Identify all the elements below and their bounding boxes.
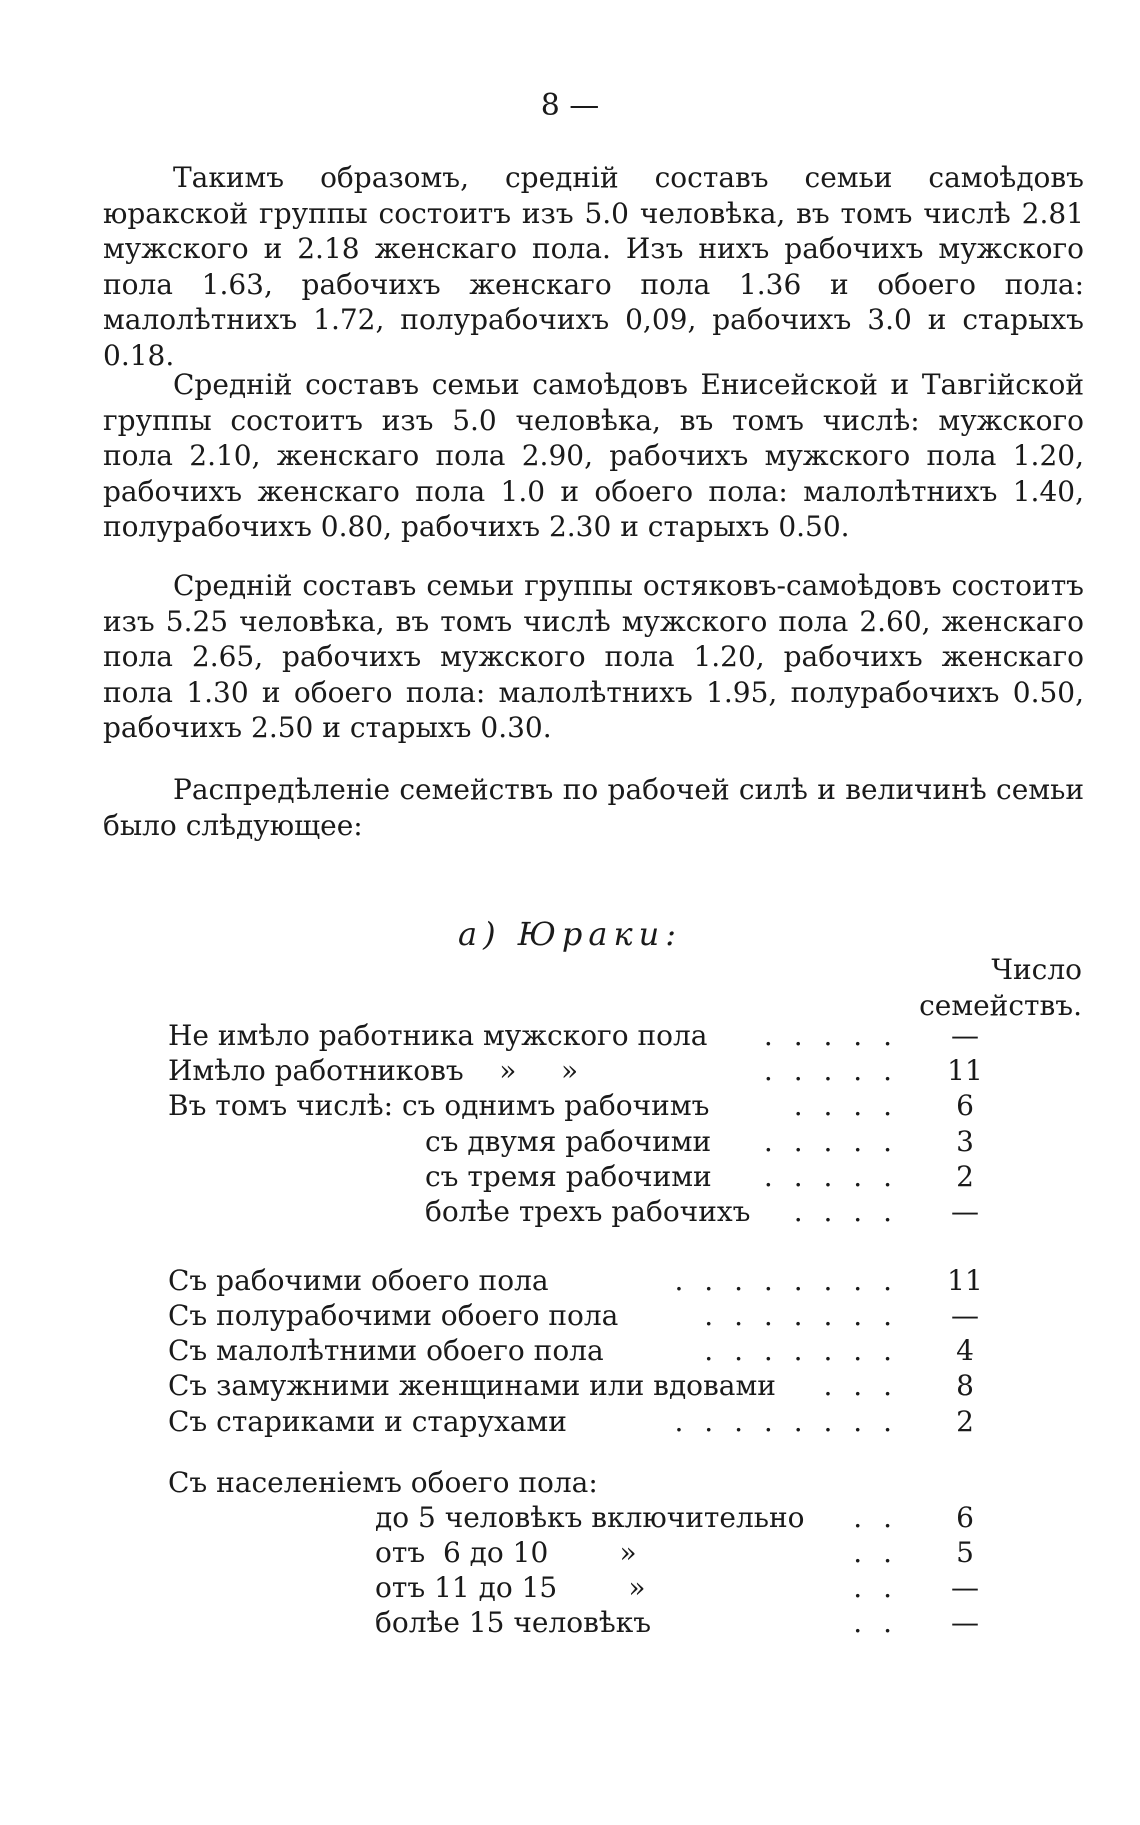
- table-row: [168, 1263, 898, 1299]
- row-value: —: [951, 1571, 979, 1604]
- row-label: болѣе 15 человѣкъ: [375, 1606, 652, 1639]
- paragraph-ostyak-summary: [103, 568, 1084, 746]
- table-row: [168, 1368, 898, 1404]
- leader-dots: . .: [853, 1571, 898, 1604]
- paragraph-text: Среднiй составъ семьи самоѣдовъ Енисейской и Тавгiйской группы состоитъ изъ 5.0 человѣка, въ томъ числѣ: мужского пола 2.10, женскаго пола 2.90, рабочихъ мужского пола 1.20, рабочихъ женскаго пола 1.0 и обоего пола: малолѣтнихъ 1.40, полурабочихъ 0.80, рабочихъ 2.30 и старыхъ 0.50.: [103, 368, 1084, 543]
- row-value: 11: [947, 1054, 983, 1087]
- paragraph-text: Такимъ образомъ, среднiй составъ семьи самоѣдовъ юракской группы состоитъ изъ 5.0 человѣка, въ томъ числѣ 2.81 мужского и 2.18 женскаго пола. Изъ нихъ рабочихъ мужского пола 1.63, рабочихъ женскаго пола 1.36 и обоего пола: малолѣтнихъ 1.72, полурабочихъ 0,09, рабочихъ 3.0 и старыхъ 0.18.: [103, 161, 1084, 372]
- leader-dots: . .: [853, 1501, 898, 1534]
- section-title: а) Юраки:: [458, 915, 682, 953]
- row-value: —: [951, 1299, 979, 1332]
- leader-dots: . . . . . . . .: [674, 1405, 898, 1438]
- row-value: 4: [956, 1334, 974, 1367]
- leader-dots: . . . . . . . .: [674, 1264, 898, 1297]
- column-header-line2: семействъ.: [919, 989, 1082, 1022]
- row-label: Въ томъ числѣ: съ однимъ рабочимъ: [168, 1089, 710, 1122]
- column-header: [882, 952, 1082, 1024]
- leader-dots: . . . . .: [763, 1125, 898, 1158]
- leader-dots: . .: [853, 1606, 898, 1639]
- row-value: 6: [956, 1089, 974, 1122]
- row-value: 11: [947, 1264, 983, 1297]
- row-value: 5: [956, 1536, 974, 1569]
- row-label: отъ 6 до 10 »: [375, 1536, 637, 1569]
- page-number: 8 —: [540, 88, 600, 123]
- leader-dots: . . . . .: [763, 1160, 898, 1193]
- table-row: [168, 1053, 898, 1089]
- table-row: [168, 1298, 898, 1334]
- leader-dots: . . . .: [793, 1195, 898, 1228]
- row-value: —: [951, 1195, 979, 1228]
- table-row: [375, 1535, 898, 1571]
- row-label: до 5 человѣкъ включительно: [375, 1501, 805, 1534]
- row-label: Съ замужними женщинами или вдовами: [168, 1369, 776, 1402]
- row-label: Съ населенiемъ обоего пола:: [168, 1466, 598, 1499]
- row-value: —: [951, 1019, 979, 1052]
- leader-dots: . . . . .: [763, 1054, 898, 1087]
- table-row: [375, 1605, 898, 1641]
- row-label: отъ 11 до 15 »: [375, 1571, 646, 1604]
- table-row: [425, 1159, 898, 1195]
- column-header-line1: Число: [991, 953, 1082, 986]
- paragraph-text: Среднiй составъ семьи группы остяковъ-самоѣдовъ состоитъ изъ 5.25 человѣка, въ томъ числѣ мужского пола 2.60, женскаго пола 2.65, рабочихъ мужского пола 1.20, рабочихъ женскаго пола 1.30 и обоего пола: малолѣтнихъ 1.95, полурабочихъ 0.50, рабочихъ 2.50 и старыхъ 0.30.: [103, 569, 1084, 744]
- leader-dots: . . . .: [793, 1089, 898, 1122]
- row-label: съ двумя рабочими: [425, 1125, 712, 1158]
- row-value: 3: [956, 1125, 974, 1158]
- leader-dots: . . . . .: [763, 1019, 898, 1052]
- row-value: 2: [956, 1405, 974, 1438]
- leader-dots: . . .: [823, 1369, 898, 1402]
- table-row: [375, 1570, 898, 1606]
- table-row: [168, 1465, 898, 1501]
- row-value: 2: [956, 1160, 974, 1193]
- table-row: [168, 1333, 898, 1369]
- paragraph-distribution-intro: [103, 772, 1084, 843]
- table-row: [168, 1088, 898, 1124]
- leader-dots: . . . . . . .: [704, 1334, 898, 1367]
- row-label: болѣе трехъ рабочихъ: [425, 1195, 751, 1228]
- row-value: 8: [956, 1369, 974, 1402]
- row-label: Съ рабочими обоего пола: [168, 1264, 549, 1297]
- paragraph-text: Распредѣленiе семействъ по рабочей силѣ и величинѣ семьи было слѣдующее:: [103, 773, 1084, 842]
- table-row: [168, 1018, 898, 1054]
- table-row: [168, 1404, 898, 1440]
- row-value: 6: [956, 1501, 974, 1534]
- row-label: Съ стариками и старухами: [168, 1405, 567, 1438]
- row-label: Съ полурабочими обоего пола: [168, 1299, 619, 1332]
- table-row: [425, 1194, 898, 1230]
- row-label: Не имѣло работника мужского пола: [168, 1019, 708, 1052]
- row-label: Съ малолѣтними обоего пола: [168, 1334, 604, 1367]
- table-row: [425, 1124, 898, 1160]
- row-label: Имѣло работниковъ » »: [168, 1054, 579, 1087]
- paragraph-yenisei-summary: [103, 367, 1084, 545]
- leader-dots: . .: [853, 1536, 898, 1569]
- row-label: съ тремя рабочими: [425, 1160, 712, 1193]
- row-value: —: [951, 1606, 979, 1639]
- leader-dots: . . . . . . .: [704, 1299, 898, 1332]
- table-row: [375, 1500, 898, 1536]
- paragraph-jurak-summary: [103, 160, 1084, 373]
